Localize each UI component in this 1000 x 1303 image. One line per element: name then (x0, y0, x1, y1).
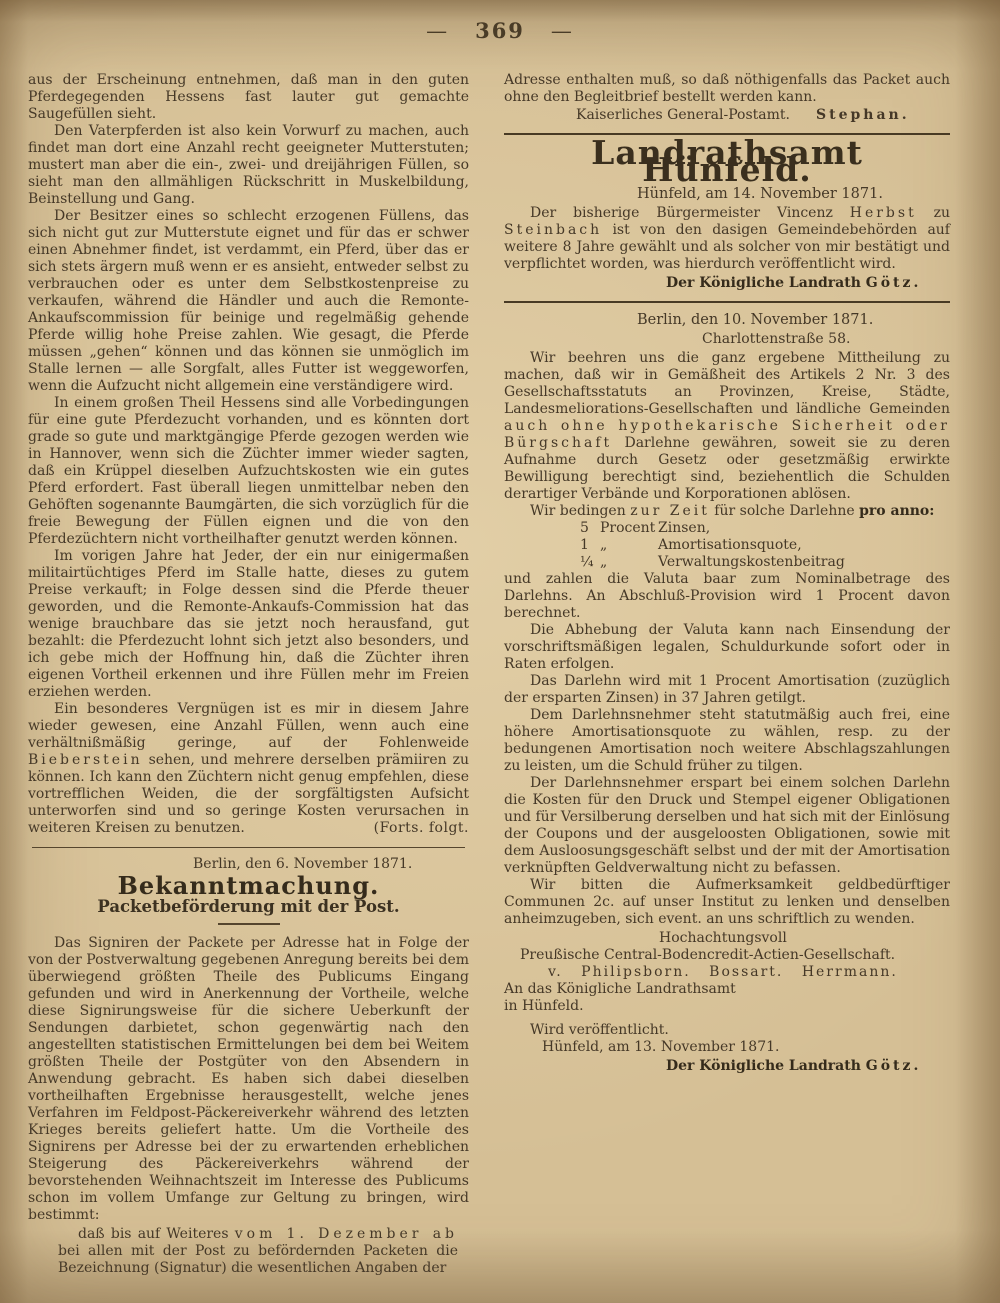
section-divider (32, 847, 465, 848)
signer-name: Götz. (865, 275, 922, 291)
emphasized-name: Bieberstein (28, 752, 143, 768)
paragraph-text: ist von den dasigen Gemeindebehörden auf weitere 8 Jahre gewählt und als solcher von mir bestätigt und verpflichtet worden, was hierdurch veröffentlicht wird. (504, 222, 950, 272)
body-paragraph: Dem Darlehnsnehmer steht statutmäßig auch frei, eine höhere Amortisationsquote zu wählen, resp. zu der bedungenen Amortisation noch weitere Abschlagszahlungen zu leisten, um die Schuld früher zu tilgen. (504, 707, 950, 774)
dateline: Hünfeld, am 14. November 1871. (637, 186, 883, 202)
rate-label: Zinsen, (658, 520, 711, 536)
emphasized-date: vom 1. Dezember ab (234, 1226, 459, 1242)
signature-line (576, 107, 950, 124)
dateline: Berlin, den 10. November 1871. (637, 312, 874, 328)
rate-unit: „ (600, 537, 608, 553)
section-heading: Landrathsamt Hünfeld. (591, 133, 863, 189)
body-paragraph: und zahlen die Valuta baar zum Nominalbetrage des Darlehns. An Abschluß-Provision wird 1 Procent davon berechnet. (504, 571, 950, 621)
left-column (28, 72, 469, 1277)
paragraph-text: sehen, und mehrere derselben prämiiren zu können. Ich kann den Züchtern nicht genug empfehlen, diese vortrefflichen Weiden, die der sorgfältigsten Aufsicht unterworfen sind und so geringe Kosten verursachen in weiteren Kreisen zu benutzen. (28, 752, 469, 836)
office-title: Der Königliche Landrath (666, 275, 866, 291)
emphasized-text: zur Zeit (630, 503, 710, 519)
addressee-line: An das Königliche Landrathsamt (504, 981, 736, 997)
office-title: Der Königliche Landrath (666, 1058, 866, 1074)
signer-name: Götz. (865, 1058, 922, 1074)
publication-note: Wird veröffentlicht. (530, 1022, 669, 1038)
dateline: Hünfeld, am 13. November 1871. (542, 1039, 780, 1055)
header-dash-left: — (426, 19, 450, 43)
rate-row (580, 554, 950, 571)
office-name: Kaiserliches General-Postamt. (576, 107, 790, 123)
body-paragraph (504, 350, 950, 503)
emphasized-name: Steinbach (504, 222, 603, 238)
emphasized-text: auch ohne hypothekarische Sicherheit oder Bürgschaft (504, 418, 950, 451)
signature-line (666, 275, 950, 292)
article-paragraph: Der Besitzer eines so schlecht erzogenen Füllens, das sich nicht gut zur Mutterstute eignet und für das er schwer einen Abnehmer findet, ist verdammt, ein Pferd, über das er sich stets ärgern muß wenn er es ansieht, entweder selbst zu verbrauchen oder es unter dem Selbstkostenpreise zu verkaufen, während die Händler und auch die Remonte-Ankaufscommission für beinige und regelmäßig gehende Pferde willig hohe Preise zahlen. Wie gesagt, die Pferde müssen „gehen“ können und das können sie unmöglich im Stalle lernen — alle Sorgfalt, alles Futter ist weggeworfen, wenn die Aufzucht nicht allgemein eine verständigere wird. (28, 208, 469, 394)
continuation-note: (Forts. folgt. (373, 820, 469, 836)
company-name: Preußische Central-Bodencredit-Actien-Gesellschaft. (520, 947, 896, 963)
paragraph-text: Wir bedingen (530, 503, 631, 519)
signer-names: v. Philipsborn. Bossart. Herrmann. (548, 964, 898, 980)
page-number (0, 18, 1000, 43)
article-paragraph: Den Vaterpferden ist also kein Vorwurf zu machen, auch findet man dort eine Anzahl recht geeigneter Mutterstuten; mustert man aber die ein-, zwei- und dreijährigen Füllen, so sieht man den allmähligen Rückschritt in Muskelbildung, Beinstellung und Gang. (28, 123, 469, 207)
paragraph-text: Der bisherige Bürgermeister Vincenz (530, 205, 850, 221)
paragraph-text: Ein besonderes Vergnügen ist es mir in diesem Jahre wieder gewesen, eine Anzahl Füllen, wenn auch eine verhältnißmäßig geringe, auf der Fohlenweide (28, 701, 469, 751)
continuation-paragraph: Adresse enthalten muß, so daß nöthigenfalls das Packet auch ohne den Begleitbrief bestellt werden kann. (504, 72, 950, 105)
article-paragraph: Im vorigen Jahre hat Jeder, der ein nur einigermaßen militairtüchtiges Pferd im Stalle hatte, dieses zu gutem Preise verkauft; in Folge dessen sind die Pferde theuer geworden, und die Remonte-Ankaufs-Commission hat das wenige brauchbare das sie jetzt noch herausfand, gut bezahlt: die Pferdezucht lohnt sich jetzt also besonders, und ich gebe mich der Hoffnung hin, daß die Züchter ihren eigenen Vortheil erkennen und ihre Füllen mehr im Freien erziehen werden. (28, 548, 469, 700)
section-heading: Bekanntmachung. (117, 871, 380, 900)
closing-salute: Hochachtungsvoll (659, 930, 787, 946)
addressee-line: in Hünfeld. (504, 998, 584, 1014)
rate-label: Verwaltungskostenbeitrag (658, 554, 845, 570)
paragraph-text: daß bis auf Weiteres (78, 1226, 235, 1242)
rate-unit: „ (600, 554, 608, 570)
rate-value: 1 (580, 537, 589, 553)
body-paragraph: Wir bitten die Aufmerksamkeit geldbedürftiger Communen 2c. auf unser Institut zu lenken und denselben anheimzugeben, sich event. an uns schriftlich zu wenden. (504, 877, 950, 927)
body-paragraph (504, 205, 950, 273)
body-paragraph: Das Signiren der Packete per Adresse hat in Folge der von der Postverwaltung gegebenen Anregung bereits bei dem überwiegend größten Theile des Publicums Eingang gefunden und wird in Anerkennung der Vortheile, welche diese Signirungsweise für die sichere Ueberkunft der Sendungen darbietet, schon gegenwärtig nach den angestellten statistischen Ermittelungen bei dem bei Weitem größten Theile der Postgüter von den Absendern in Anwendung gebracht. Es haben sich dabei dieselben vortheilhaften Ergebnisse herausgestellt, welche jenes Verfahren im Feldpost-Päckereiverkehr während des letzten Krieges bereits geliefert hatte. Um die Vortheile des Signirens per Adresse bei der zu erwartenden erheblichen Steigerung des Päckereiverkehrs während der bevorstehenden Weihnachtszeit im Interesse des Publicums schon im vollem Umfange zur Geltung zu bringen, wird bestimmt: (28, 935, 469, 1223)
rate-label: Amortisationsquote, (658, 537, 802, 553)
body-paragraph: Der Darlehnsnehmer erspart bei einem solchen Darlehn die Kosten für den Druck und Stempel eigener Obligationen und für Versilberung derselben und hat sich mit der Einlösung der Coupons und der ausgeloosten Obligationen, sowie mit dem Ausloosungsgeschäft selbst und der mit der Amortisation verknüpften Geldverwaltung nicht zu befassen. (504, 775, 950, 876)
rate-row (580, 520, 950, 537)
paragraph-text: für solche Darlehne (709, 503, 860, 519)
address-line: Charlottenstraße 58. (702, 331, 851, 347)
rate-value: ¼ (580, 554, 594, 570)
dateline: Berlin, den 6. November 1871. (193, 856, 413, 872)
decree-paragraph (58, 1226, 458, 1277)
article-paragraph: In einem großen Theil Hessens sind alle Vorbedingungen für eine gute Pferdezucht vorhanden, und es könnten dort grade so gute und marktgängige Pferde gezogen werden wie in Hannover, wenn sich die Züchter immer wieder sagten, daß ein Krüppel dieselben Aufzuchtskosten wie ein gutes Pferd erfordert. Fast überall liegen unmittelbar neben den Gehöften sogenannte Baumgärten, die sich vorzüglich für die freie Bewegung der Füllen eignen und die von den Pferdezüchtern nicht vortheilhafter genutzt werden können. (28, 395, 469, 547)
right-column (504, 72, 950, 1075)
paragraph-text: zu (916, 205, 950, 221)
article-paragraph (28, 701, 469, 837)
body-paragraph (504, 503, 950, 520)
rate-row (580, 537, 950, 554)
section-divider (504, 301, 950, 303)
rate-unit: Procent (600, 520, 656, 536)
paragraph-text: bei allen mit der Post zu befördernden Packeten die Bezeichnung (Signatur) die wesentlichen Angaben der (58, 1243, 458, 1276)
body-paragraph: Das Darlehn wird mit 1 Procent Amortisation (zuzüglich der ersparten Zinsen) in 37 Jahren getilgt. (504, 673, 950, 706)
header-dash-right: — (550, 19, 574, 43)
page-number-value: 369 (475, 18, 525, 43)
signer-name: Stephan. (816, 107, 910, 123)
signature-line (666, 1058, 950, 1075)
article-paragraph: aus der Erscheinung entnehmen, daß man in den guten Pferdegegenden Hessens fast lauter gut gemachte Saugefüllen sieht. (28, 72, 469, 122)
bold-phrase: pro anno: (859, 503, 935, 519)
paragraph-text: Darlehne gewähren, soweit sie zu deren Aufnahme durch Gesetz oder gesetzmäßig erwirkte Bewilligung berechtigt sind, beziehentlich die Schulden derartiger Verbände und Korporationen ablösen. (504, 435, 950, 502)
body-paragraph: Die Abhebung der Valuta kann nach Einsendung der vorschriftsmäßigen legalen, Schuldurkunde sofort oder in Raten erfolgen. (504, 622, 950, 672)
paragraph-text: Wir beehren uns die ganz ergebene Mittheilung zu machen, daß wir in Gemäßheit des Artikels 2 Nr. 3 des Gesellschaftsstatuts an Provinzen, Kreise, Städte, Landesmeliorations-Gesellschaften und ländliche Gemeinden (504, 350, 950, 417)
emphasized-name: Herbst (849, 205, 917, 221)
section-subheading: Packetbeförderung mit der Post. (97, 897, 400, 916)
short-divider (218, 923, 280, 925)
rate-value: 5 (580, 520, 589, 536)
